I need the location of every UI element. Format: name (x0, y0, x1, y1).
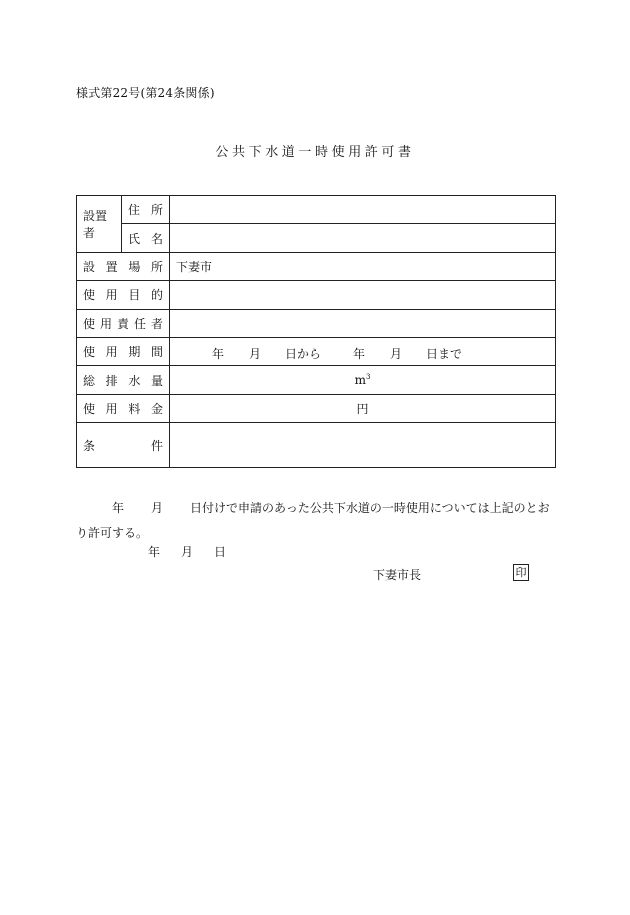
responsible-label-cell (77, 309, 170, 337)
label-char: 所 (150, 259, 163, 274)
fee-unit: 円 (356, 401, 369, 416)
table-row-fee (77, 394, 556, 422)
label-char: 的 (150, 288, 163, 303)
label-char: 用 (105, 401, 118, 416)
location-value: 下妻市 (176, 259, 213, 274)
location-label-cell (77, 252, 170, 280)
label-char: 量 (150, 373, 163, 388)
table-row-address (77, 196, 556, 224)
name-value-cell[interactable] (170, 224, 556, 252)
period-day-until: 日まで (426, 346, 463, 361)
label-char: 目 (128, 288, 141, 303)
fee-label (83, 400, 163, 417)
label-char: 設 (83, 259, 96, 274)
address-label (128, 201, 163, 218)
period-year-end: 年 (353, 346, 366, 361)
issue-date (148, 543, 247, 560)
table-row-discharge (77, 366, 556, 394)
responsible-label (83, 315, 163, 332)
table-row-name (77, 224, 556, 252)
conditions-label-cell (77, 423, 170, 468)
period-month-start: 月 (249, 346, 262, 361)
issue-month: 月 (181, 545, 194, 559)
conditions-value-cell[interactable] (170, 423, 556, 468)
label-char: 間 (150, 345, 163, 360)
purpose-label-cell (77, 281, 170, 309)
fee-value-cell[interactable] (170, 394, 556, 422)
form-number: 様式第22号(第24条関係) (76, 86, 215, 100)
label-char: 用 (105, 288, 118, 303)
period-value-cell[interactable] (170, 337, 556, 365)
label-char: 住 (128, 203, 141, 218)
seal-mark: 印 (513, 564, 529, 581)
discharge-unit-base: m (354, 373, 366, 388)
label-char: 総 (83, 373, 96, 388)
period-label-cell (77, 337, 170, 365)
label-char: 場 (128, 259, 141, 274)
statement-year: 年 (112, 501, 125, 515)
label-char: 使 (83, 345, 96, 360)
period-day-from: 日から (285, 346, 322, 361)
label-char: 条 (83, 438, 96, 453)
permit-table (76, 195, 556, 468)
purpose-value-cell[interactable] (170, 281, 556, 309)
label-char: 金 (150, 401, 163, 416)
document-title: 公共下水道一時使用許可書 (215, 145, 415, 160)
name-label-cell (122, 224, 170, 252)
label-char: 用 (99, 316, 112, 331)
label-char: 期 (128, 345, 141, 360)
label-char: 責 (116, 316, 129, 331)
statement-month: 月 (151, 501, 164, 515)
address-value-cell[interactable] (170, 196, 556, 224)
address-label-cell (122, 196, 170, 224)
location-value-cell[interactable] (170, 252, 556, 280)
discharge-unit (355, 373, 371, 387)
table-row-purpose (77, 281, 556, 309)
label-char: 名 (150, 231, 163, 246)
discharge-label (83, 372, 163, 389)
statement-text: 日付けで申請のあった公共下水道の一時使用については上記のとおり許可する。 (76, 501, 550, 540)
discharge-unit-exponent: 3 (365, 373, 371, 382)
mayor-title: 下妻市長 (373, 568, 422, 582)
label-char: 任 (133, 316, 146, 331)
discharge-label-cell (77, 366, 170, 394)
table-row-period (77, 337, 556, 365)
table-row-location (77, 252, 556, 280)
label-char: 件 (150, 438, 163, 453)
label-char: 排 (105, 373, 118, 388)
issue-day: 日 (214, 545, 227, 559)
installer-label: 設置者 (83, 208, 108, 240)
permit-statement (76, 496, 558, 546)
fee-label-cell (77, 394, 170, 422)
label-char: 使 (83, 288, 96, 303)
period-year-start: 年 (212, 346, 225, 361)
label-char: 氏 (128, 231, 141, 246)
name-label (128, 230, 163, 247)
conditions-label (83, 437, 163, 454)
label-char: 使 (83, 401, 96, 416)
responsible-value-cell[interactable] (170, 309, 556, 337)
table-row-responsible (77, 309, 556, 337)
period-label (83, 343, 163, 360)
label-char: 用 (105, 345, 118, 360)
table-row-conditions (77, 423, 556, 468)
location-label (83, 258, 163, 275)
label-char: 料 (128, 401, 141, 416)
label-char: 置 (105, 259, 118, 274)
purpose-label (83, 286, 163, 303)
discharge-value-cell[interactable] (170, 366, 556, 394)
label-char: 所 (150, 203, 163, 218)
label-char: 者 (150, 316, 163, 331)
installer-label-cell (77, 196, 122, 253)
label-char: 水 (128, 373, 141, 388)
label-char: 使 (83, 316, 96, 331)
issue-year: 年 (148, 545, 161, 559)
period-month-end: 月 (390, 346, 403, 361)
